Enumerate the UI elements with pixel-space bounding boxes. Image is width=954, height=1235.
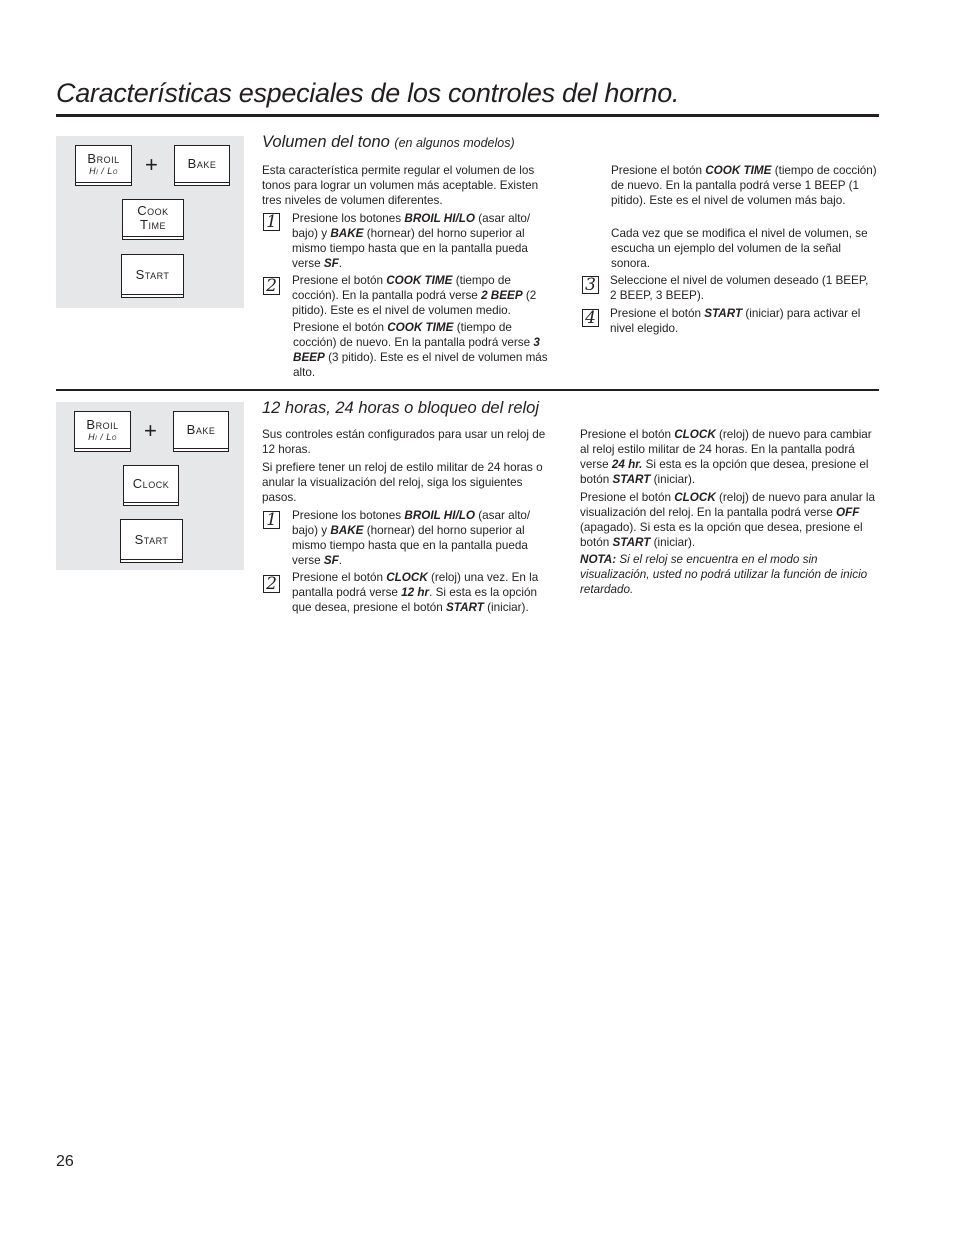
page-number: 26 (56, 1153, 74, 1170)
volume-step-2-text: Presione el botón COOK TIME (tiempo de cocción). En la pantalla podrá verse 2 BEEP (2 pitido). Este es el nivel de volumen medio. (292, 274, 537, 317)
clock-note: NOTA: Si el reloj se encuentra en el modo sin visualización, usted no podrá utilizar la función de inicio retardado. (580, 553, 868, 596)
clock-step-2-number: 2 (263, 575, 280, 593)
volume-step-3-text: Seleccione el nivel de volumen deseado (1 BEEP, 2 BEEP, 3 BEEP). (610, 274, 869, 302)
hilo-label: Hi / Lo (89, 166, 118, 176)
volume-step-1-number: 1 (263, 213, 280, 231)
clock-intro-1: Sus controles están configurados para usar un reloj de 12 horas. (262, 428, 546, 456)
hilo-label: Hi / Lo (88, 432, 117, 442)
clock-section-title: 12 horas, 24 horas o bloqueo del reloj (262, 399, 540, 417)
volume-step-2-number: 2 (263, 277, 280, 295)
broil-hilo-button (74, 411, 131, 449)
volume-title-note: (en algunos modelos) (394, 136, 515, 150)
broil-label: Broil (86, 417, 119, 432)
cook-label: Cook (137, 203, 169, 218)
bake-button (174, 145, 230, 183)
volume-col2-paragraph-1: Presione el botón COOK TIME (tiempo de cocción) de nuevo. En la pantalla podrá verse 1 BEEP (1 pitido). Este es el nivel de volumen más bajo. (611, 164, 877, 207)
bake-label: Bake (186, 422, 216, 437)
volume-button-panel (56, 136, 244, 308)
clock-col2-paragraph-2: Presione el botón CLOCK (reloj) de nuevo para anular la visualización del reloj. En la pantalla podrá verse OFF (apagado). Si esta es la opción que desea, presione el botón START (iniciar). (580, 491, 875, 549)
start-button (120, 519, 183, 560)
volume-step-2-continued: Presione el botón COOK TIME (tiempo de cocción) de nuevo. En la pantalla podrá verse 3 BEEP (3 pitido). Este es el nivel de volumen más alto. (293, 321, 548, 379)
time-label: Time (140, 217, 166, 232)
title-rule (56, 114, 879, 117)
start-button (121, 254, 184, 295)
broil-label: Broil (87, 151, 120, 166)
clock-label: Clock (132, 476, 170, 491)
page-title: Características especiales de los controles del horno. (56, 78, 680, 108)
bake-button (173, 411, 229, 449)
volume-section-title (262, 133, 515, 152)
plus-sign: + (144, 418, 157, 443)
clock-intro-2: Si prefiere tener un reloj de estilo militar de 24 horas o anular la visualización del reloj, siga los siguientes pasos. (262, 461, 543, 504)
clock-col2-paragraph-1: Presione el botón CLOCK (reloj) de nuevo para cambiar al reloj estilo militar de 24 horas. En la pantalla podrá verse 24 hr. Si esta es la opción que desea, presione el botón START (iniciar). (580, 428, 872, 486)
clock-step-2-text: Presione el botón CLOCK (reloj) una vez. En la pantalla podrá verse 12 hr. Si esta es la opción que desea, presione el botón START (iniciar). (292, 571, 539, 614)
volume-intro: Esta característica permite regular el volumen de los tonos para lograr un volumen más aceptable. Existen tres niveles de volumen diferentes. (262, 164, 539, 207)
bake-label: Bake (187, 156, 217, 171)
volume-step-4-number: 4 (582, 309, 599, 327)
section-divider (56, 389, 879, 391)
clock-button-panel (56, 402, 244, 570)
clock-step-1-text: Presione los botones BROIL HI/LO (asar alto/ bajo) y BAKE (hornear) del horno superior al mismo tiempo hasta que en la pantalla pueda verse SF. (292, 509, 531, 567)
clock-step-1-number: 1 (263, 511, 280, 529)
start-label: Start (135, 266, 170, 282)
plus-sign: + (145, 152, 158, 177)
broil-hilo-button (75, 145, 132, 183)
volume-step-1-text: Presione los botones BROIL HI/LO (asar alto/ bajo) y BAKE (hornear) del horno superior al mismo tiempo hasta que en la pantalla pueda verse SF. (292, 212, 531, 270)
clock-button (123, 465, 179, 503)
start-label: Start (134, 531, 169, 547)
cook-time-button (122, 199, 184, 237)
volume-step-4-text: Presione el botón START (iniciar) para activar el nivel elegido. (610, 307, 861, 335)
volume-title-text: Volumen del tono (262, 133, 390, 151)
volume-step-3-number: 3 (582, 276, 599, 294)
volume-col2-paragraph-2: Cada vez que se modifica el nivel de volumen, se escucha un ejemplo del volumen de la señal sonora. (611, 227, 868, 270)
